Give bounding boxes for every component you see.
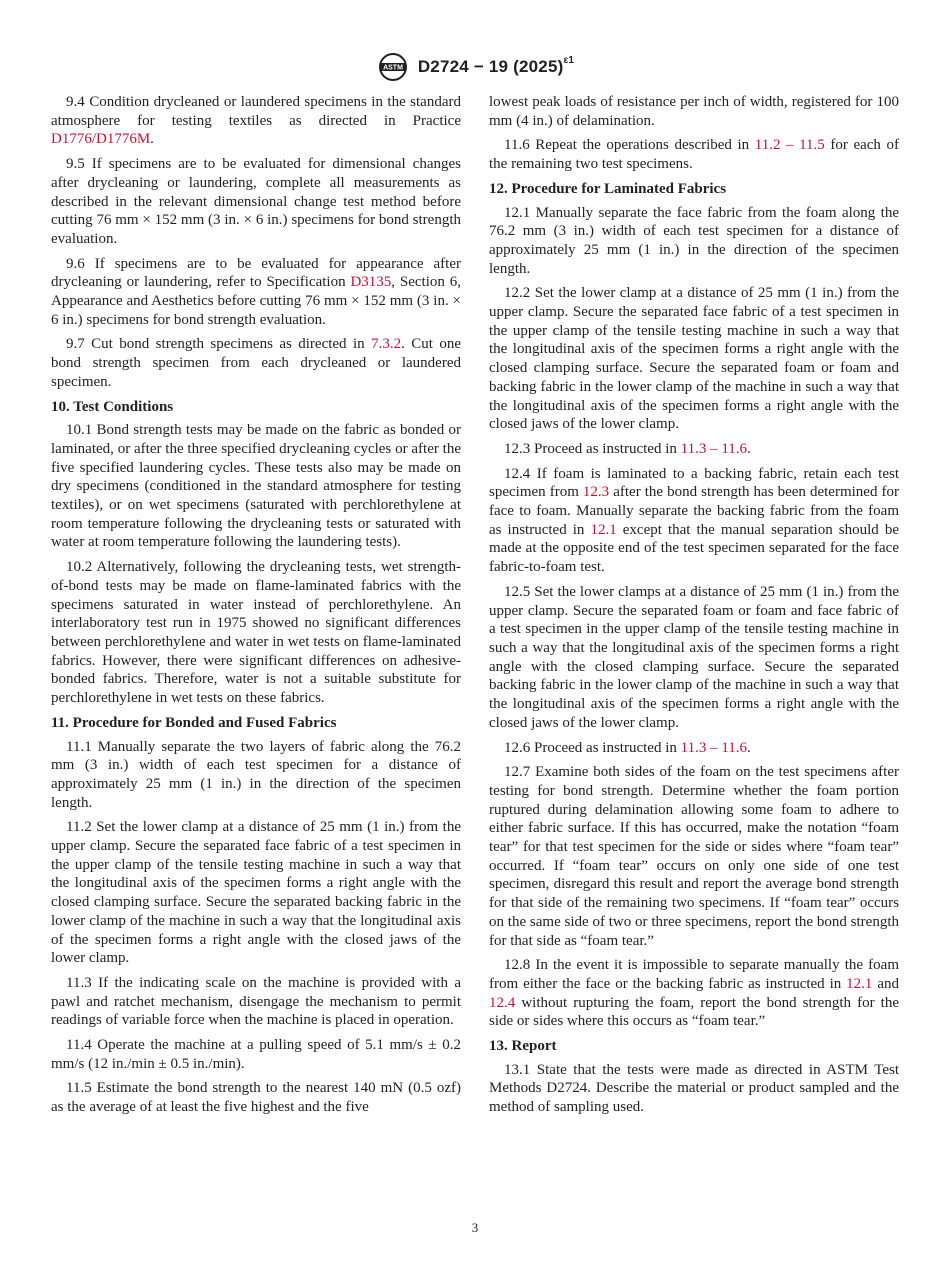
link-11-2-11-5[interactable]: 11.2 – 11.5 [754, 137, 825, 154]
link-d1776[interactable]: D1776/D1776M [51, 131, 151, 148]
para-12-7: 12.7 Examine both sides of the foam on the test specimens after testing for bond strength. Determine whether the foam portion ruptured during delamination allowing some foam to adhere to either fabric surface. If this has occurred, make the notation “foam tear” for that test specimen for the side or sides where “foam tear” occurred. If “foam tear” occurs on only one side of one test specimen, disregard this result and report the average bond strength for that side of the remaining two specimens. If “foam tear” occurs on the same side of two or three specimens, report the bond strength for that side as “foam tear.” [489, 764, 899, 949]
link-12-3[interactable]: 12.3 [582, 484, 610, 501]
para-12-8: 12.8 In the event it is impossible to separate manually the foam from either the face or the backing fabric as instructed in 12.1 and 12.4 without rupturing the foam, report the bond strength for the side or sides where this occurs as “foam tear.” [489, 957, 899, 1030]
section-heading-10: 10. Test Conditions [51, 398, 174, 415]
link-11-3-11-6[interactable]: 11.3 – 11.6 [680, 739, 748, 756]
document-designation: D2724 − 19 $(2025)^{\varepsilon 1}$ [417, 55, 575, 76]
left-column [51, 93, 461, 1123]
para-12-3: 12.3 Proceed as instructed in 11.3 – 11.6. [504, 440, 751, 457]
para-11-6: 11.6 Repeat the operations described in 11.2 – 11.5 for each of the remaining two test specimens. [489, 137, 899, 173]
para-12-1: 12.1 Manually separate the face fabric from the foam along the 76.2 mm (3 in.) width of each test specimen for a distance of approximately 25 mm (1 in.) in the direction of the specimen length. [489, 204, 899, 277]
para-10-2: 10.2 Alternatively, following the drycleaning tests, wet strength-of-bond tests may be made on flame-laminated fabrics with the specimens saturated in water instead of perchlorethylene. An interlaboratory test run in 1975 showed no significant differences between perchlorethylene and water in wet tests on flame-laminated fabrics. However, there were significant differences on adhesive-bonded fabrics. Therefore, water is not a suitable substitute for perchlorethylene in wet tests on these fabrics. [51, 559, 461, 707]
section-heading-12: 12. Procedure for Laminated Fabrics [489, 180, 727, 197]
para-9-5: 9.5 If specimens are to be evaluated for dimensional changes after drycleaning or laundering, complete all measurements as described in the relevant dimensional change test method before cutting 76 mm × 152 mm (3 in. × 6 in.) specimens for bond strength evaluation. [51, 156, 461, 247]
para-9-6: 9.6 If specimens are to be evaluated for appearance after drycleaning or laundering, refer to Specification D3135, Section 6, Appearance and Aesthetics before cutting 76 mm × 152 mm (3 in. × 6 in.) specimens for bond strength evaluation. [51, 255, 461, 328]
para-10-1: 10.1 Bond strength tests may be made on the fabric as bonded or laminated, or after the three specified drycleaning cycles or after the five specified laundering cycles. These tests also may be made on dry specimens (conditioned in the standard atmosphere for testing textiles), or on wet specimens (saturated with perchlorethylene at room temperature following the drycleaning tests or saturated with water at room temperature following the laundering tests). [51, 422, 461, 551]
para-12-5: 12.5 Set the lower clamps at a distance of 25 mm (1 in.) from the upper clamp. Secure the separated foam or foam and face fabric of a test specimen in the upper clamp of the tensile testing machine in such a way that the longitudinal axis of the specimen forms a right angle with the closed clamping surface. Secure the separated backing fabric in the lower clamp of the machine in such a way that the longitudinal axis of the specimen forms a right angle with the closed jaws of the lower clamp. [489, 583, 899, 731]
para-12-2: 12.2 Set the lower clamp at a distance of 25 mm (1 in.) from the upper clamp. Secure the separated face fabric of a test specimen in the upper clamp of the tensile testing machine in such a way that the longitudinal axis of the specimen forms a right angle with the closed clamping surface. Secure the separated foam or foam and backing fabric in the lower clamp of the machine in such a way that the longitudinal axis of the specimen forms a right angle with the closed jaws of the lower clamp. [489, 285, 899, 433]
page-header [0, 51, 950, 83]
svg-text:ASTM: ASTM [382, 64, 403, 72]
right-column [489, 93, 899, 1123]
link-7-3-2[interactable]: 7.3.2 [371, 336, 402, 353]
section-heading-11: 11. Procedure for Bonded and Fused Fabrics [51, 714, 337, 731]
link-11-3-11-6[interactable]: 11.3 – 11.6 [680, 440, 748, 457]
para-11-5: 11.5 Estimate the bond strength to the nearest 140 mN (0.5 ozf) as the average of at least the five highest and the five [51, 1080, 461, 1116]
para-11-3: 11.3 If the indicating scale on the machine is provided with a pawl and ratchet mechanism, disengage the mechanism to permit readings of variable force when the machine is placed in operation. [51, 974, 461, 1029]
link-12-1[interactable]: 12.1 [846, 975, 873, 992]
para-9-4: 9.4 Condition drycleaned or laundered specimens in the standard atmosphere for testing textiles as directed in Practice D1776/D1776M. [51, 94, 461, 148]
link-d3135[interactable]: D3135 [350, 274, 392, 291]
para-11-4: 11.4 Operate the machine at a pulling speed of 5.1 mm/s ± 0.2 mm/s (12 in./min ± 0.5 in./min). [51, 1037, 461, 1072]
astm-logo-icon [376, 52, 410, 82]
link-12-1[interactable]: 12.1 [590, 521, 617, 538]
para-11-1: 11.1 Manually separate the two layers of fabric along the 76.2 mm (3 in.) width of each test specimen for a distance of approximately 25 mm (1 in.) in the direction of the specimen length. [51, 738, 461, 811]
epsilon-superscript: ε1 [563, 55, 575, 67]
para-11-2: 11.2 Set the lower clamp at a distance of 25 mm (1 in.) from the upper clamp. Secure the separated face fabric of a test specimen in the upper clamp of the tensile testing machine in such a way that the longitudinal axis of the specimen forms a right angle with the closed clamping surface. Secure the separated backing fabric in the lower clamp of the machine in such a way that the longitudinal axis of the specimen forms a right angle with the closed jaws of the lower clamp. [51, 819, 461, 967]
para-12-4: 12.4 If foam is laminated to a backing fabric, retain each test specimen from 12.3 after the bond strength has been determined for face to foam. Manually separate the backing fabric from the foam as instructed in 12.1 except that the manual separation should be made at the opposite end of the test specimen separated for the face fabric-to-foam test. [489, 465, 899, 576]
para-13-1: 13.1 State that the tests were made as directed in ASTM Test Methods D2724. Describe the material or product sampled and the method of sampling used. [489, 1061, 899, 1116]
para-12-6: 12.6 Proceed as instructed in 11.3 – 11.6. [504, 739, 751, 756]
section-heading-13: 13. Report [489, 1038, 557, 1055]
para-9-7: 9.7 Cut bond strength specimens as directed in 7.3.2. Cut one bond strength specimen from each drycleaned or laundered specimen. [51, 336, 461, 390]
page-number: 3 [471, 1220, 479, 1235]
link-12-4[interactable]: 12.4 [489, 994, 516, 1011]
para-11-5-continued: lowest peak loads of resistance per inch of width, registered for 100 mm (4 in.) of delamination. [489, 94, 899, 129]
